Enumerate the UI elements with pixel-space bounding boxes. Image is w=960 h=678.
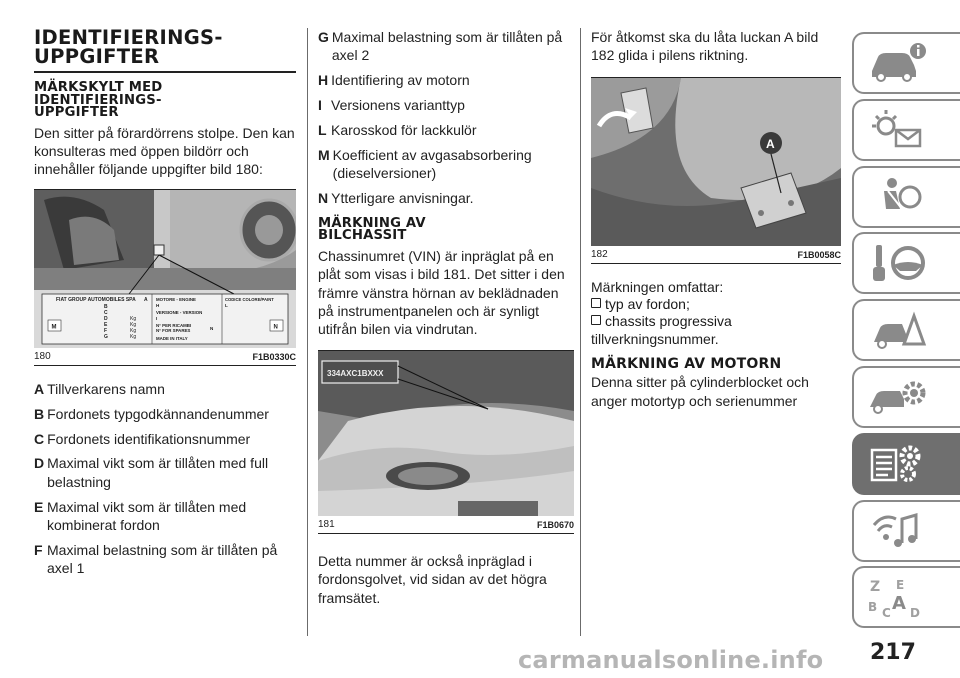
list-item: I Versionens varianttyp [318, 97, 465, 114]
svg-text:I: I [156, 315, 158, 321]
svg-text:B: B [104, 303, 108, 310]
figure-181-caption [318, 516, 574, 533]
warning-lights-icon [868, 108, 928, 152]
figure-182 [591, 77, 841, 264]
chapter-tabs [852, 32, 960, 633]
svg-text:C: C [882, 606, 891, 620]
svg-text:VERSIONE - VERSION: VERSIONE - VERSION [156, 309, 203, 315]
svg-text:MADE IN ITALY: MADE IN ITALY [156, 335, 188, 341]
svg-text:E: E [104, 321, 108, 328]
svg-text:E: E [896, 578, 905, 593]
key-steering-icon [868, 241, 928, 285]
list-item: F Maximal belastning som är tillåten på axel 1 [34, 542, 278, 577]
car-info-icon [868, 41, 928, 85]
svg-text:A: A [892, 593, 906, 615]
watermark: carmanualsonline.info [518, 646, 824, 674]
tab-dashboard[interactable] [852, 32, 960, 94]
column-right [591, 28, 841, 410]
list-item: G Maximal belastning som är tillåten på axel 2 [318, 29, 563, 64]
figure-code: F1B0670 [536, 519, 574, 530]
subsection-heading-plate: MÄRKSKYLT MED IDENTIFIERINGS- UPPGIFTER [34, 80, 163, 120]
plate-items-list-cont [318, 28, 574, 208]
figure-182-image [591, 78, 841, 246]
list-gears-icon [868, 442, 928, 486]
checkbox-icon [591, 298, 601, 308]
plate-title: FIAT GROUP AUTOMOBILES SPA [56, 296, 136, 303]
figure-number: 181 [318, 518, 335, 530]
list-item: H Identifiering av motorn [318, 72, 470, 89]
tab-index[interactable] [852, 566, 960, 628]
svg-text:A: A [144, 296, 148, 303]
figure-181 [318, 350, 574, 534]
figure-181-image [318, 351, 574, 516]
svg-text:D: D [910, 606, 920, 620]
list-item: B Fordonets typgodkännandenummer [34, 405, 269, 422]
list-item: E Maximal vikt som är tillåten med kombinerat fordon [34, 498, 247, 534]
figure-number: 182 [591, 248, 608, 260]
list-item: D Maximal vikt som är tillåten med full belastning [34, 455, 269, 490]
tab-emergency[interactable] [852, 299, 960, 361]
column-divider [580, 28, 581, 636]
list-item: A Tillverkarens namn [34, 380, 165, 397]
list-item: C Fordonets identifikationsnummer [34, 430, 251, 447]
subsection-heading-chassis: MÄRKNING AV BILCHASSIT [318, 215, 426, 244]
section-heading: IDENTIFIERINGS- UPPGIFTER [34, 26, 223, 68]
list-item: L Karosskod för lackkulör [318, 122, 477, 139]
figure-180-image [34, 190, 296, 348]
svg-text:CODICE COLORE/PAINT: CODICE COLORE/PAINT [225, 296, 274, 302]
tab-technical-data[interactable] [852, 433, 960, 495]
svg-text:C: C [104, 309, 108, 316]
vin-label: 334AXC1BXXX [327, 368, 384, 378]
marking-continuation: tillverkningsnummer. [591, 331, 719, 348]
svg-text:D: D [104, 315, 108, 322]
figure-code: F1B0330C [252, 351, 296, 362]
plate-intro-text: Den sitter på förardörrens stolpe. Den kan konsulteras med öppen bildörr och innehåller följande uppgifter bild 180: [34, 124, 295, 178]
alphabet-icon [868, 575, 928, 619]
svg-text:Kg: Kg [130, 321, 137, 328]
tab-multimedia[interactable] [852, 500, 960, 562]
breakdown-icon [868, 308, 928, 352]
access-text: För åtkomst ska du låta luckan A bild 182 glida i pilens riktning. [591, 29, 819, 64]
svg-text:G: G [104, 333, 108, 340]
heading-rule [34, 71, 296, 73]
figure-code: F1B0058C [797, 249, 841, 260]
column-middle [318, 28, 574, 607]
car-gear-icon [868, 375, 928, 419]
marking-intro: Märkningen omfattar: [591, 278, 724, 295]
signal-music-icon [868, 509, 928, 553]
subsection-heading-engine: MÄRKNING AV MOTORN [591, 355, 782, 372]
tab-warning-lights[interactable] [852, 99, 960, 161]
figure-180-caption [34, 348, 296, 365]
figure-182-caption [591, 246, 841, 263]
airbag-seat-icon [868, 175, 928, 219]
callout-a: A [766, 136, 775, 151]
svg-text:N° FOR SPARES: N° FOR SPARES [156, 327, 191, 333]
page-number: 217 [870, 640, 916, 665]
list-item: N Ytterligare anvisningar. [318, 190, 474, 207]
list-item: chassits progressiva [591, 313, 841, 330]
checkbox-icon [591, 315, 601, 325]
svg-text:B: B [868, 600, 878, 615]
figure-number: 180 [34, 350, 51, 362]
svg-text:Z: Z [870, 579, 881, 596]
tab-maintenance[interactable] [852, 366, 960, 428]
plate-items-list [34, 380, 296, 578]
tab-starting-driving[interactable] [852, 232, 960, 294]
list-item: M Koefficient av avgasabsorbering (dieselversioner) [318, 147, 532, 182]
engine-text: Denna sitter på cylinderblocket och anger motortyp och serienummer [591, 374, 809, 409]
svg-text:M: M [51, 324, 57, 331]
chassis-text: Chassinumret (VIN) är inpräglat på en plåt som visas i bild 181. Det sitter i den främre vänstra hörnan av beklädnaden på instrumentpanelen och är synligt utifrån bilen via vindrutan. [318, 247, 565, 338]
tab-safety[interactable] [852, 166, 960, 228]
svg-text:Kg: Kg [130, 315, 137, 322]
svg-text:Kg: Kg [130, 333, 137, 340]
svg-text:Kg: Kg [130, 327, 137, 334]
svg-text:F: F [104, 327, 108, 334]
column-divider [307, 28, 308, 636]
column-left [34, 28, 296, 584]
svg-text:H: H [156, 302, 160, 308]
list-item: typ av fordon; [591, 296, 841, 313]
svg-text:N° PER RICAMBI: N° PER RICAMBI [156, 322, 192, 328]
svg-text:N: N [273, 324, 278, 331]
svg-text:L: L [225, 302, 228, 308]
svg-text:MOTORE - ENGINE: MOTORE - ENGINE [156, 296, 196, 302]
svg-text:N: N [210, 325, 214, 331]
figure-180 [34, 189, 296, 366]
chassis-text-2: Detta nummer är också inpräglad i fordonsgolvet, vid sidan av det högra framsätet. [318, 552, 547, 606]
